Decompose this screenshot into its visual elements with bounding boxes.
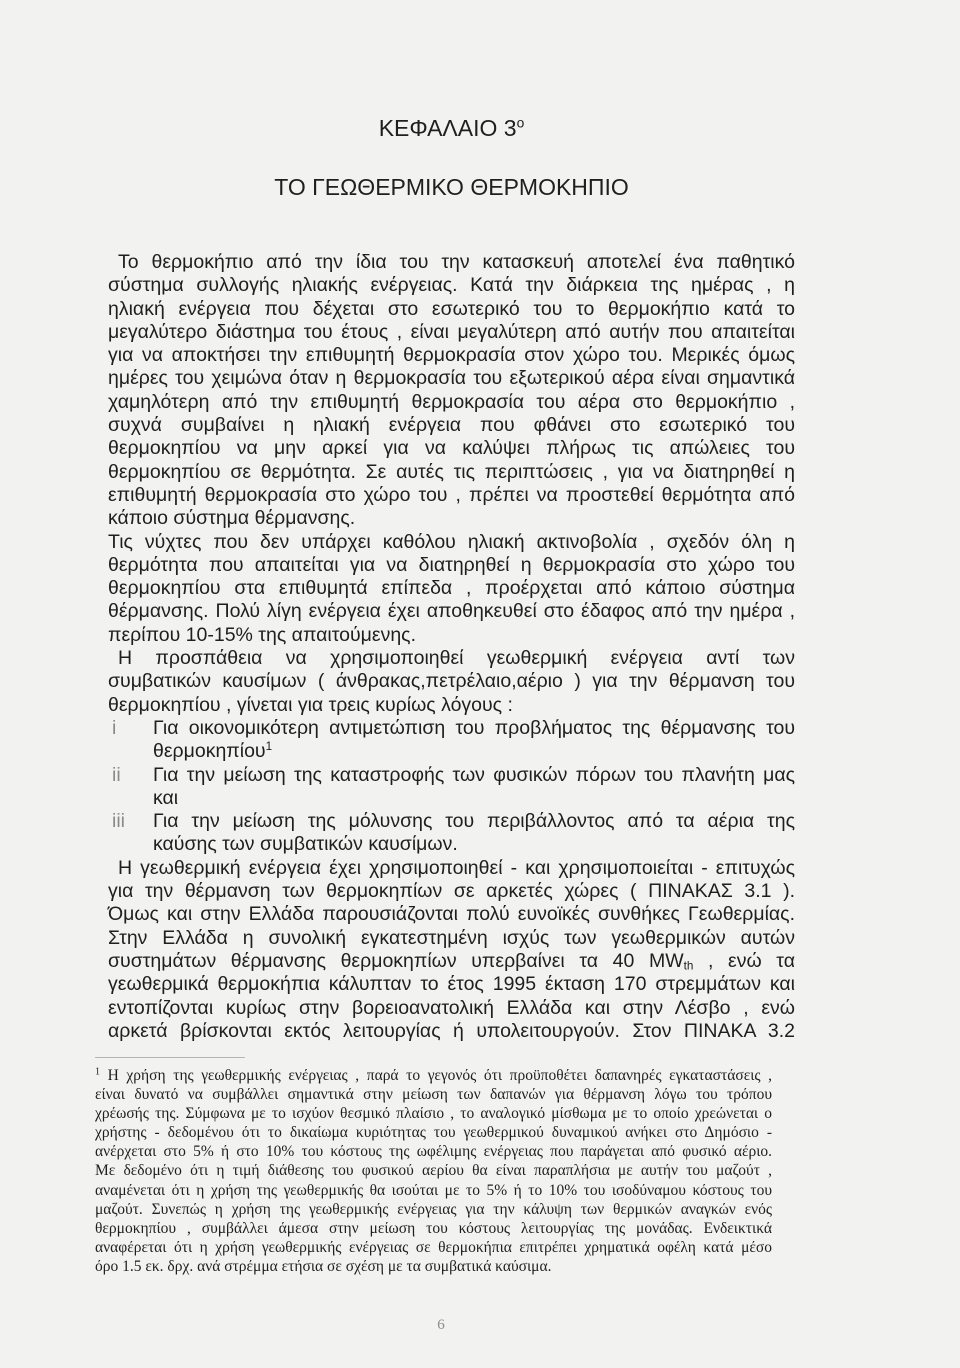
paragraph-2 [108, 531, 795, 647]
chapter-number: ΚΕΦΑΛΑΙΟ 3 [378, 115, 517, 141]
footnote [95, 1066, 772, 1276]
text-line: Για την μείωση της μόλυνσης του περιβάλλοντος από τα αέρια της [153, 810, 795, 833]
text-span: συστημάτων θέρμανσης θερμοκηπίων υπερβαίνει τα 40 MW [108, 949, 684, 972]
text-line: για να αποκτήσει την επιθυμητή θερμοκρασία στον χώρο του. Μερικές όμως [108, 344, 795, 367]
footnote-line: όρο 1.5 εκ. δρχ. ανά στρέμμα ετήσια σε σχέση με τα συμβατικά καύσιμα. [95, 1257, 552, 1275]
text-span: Η χρήση της γεωθερμικής ενέργειας , παρά το γεγονός ότι προϋποθέτει δαπανηρές εγκαταστάσεις , [100, 1067, 772, 1084]
text-line: Τις νύχτες που δεν υπάρχει καθόλου ηλιακή ακτινοβολία , σχεδόν όλη η [108, 530, 795, 553]
footnote-line: χρήστης - δεδομένου ότι το δικαίωμα κυριότητας του γεωθερμικού δυναμικού ανήκει στο Δημόσιο - [95, 1124, 772, 1142]
text-line: Η γεωθερμική ενέργεια έχει χρησιμοποιηθεί - και χρησιμοποιείται - επιτυχώς [118, 856, 795, 879]
footnote-line: αναφέρεται ότι η χρήση γεωθερμικής ενέργειας σε θερμοκήπια επιτρέπει χρηματικά οφέλη κατά μέσο [95, 1238, 772, 1256]
text-line: σύστημα συλλογής ηλιακής ενέργειας. Κατά την διάρκεια της ημέρας , η [108, 274, 795, 297]
list-item-text [153, 810, 795, 857]
text-line: θερμοκηπίου να μην αρκεί για να καλύψει πλήρως τις απώλειες του [108, 437, 795, 460]
text-line: ημέρες του χειμώνα όταν η θερμοκρασία του εξωτερικού αέρα είναι σημαντικά [108, 367, 795, 390]
footnote-line: χρέωσής της. Σύμφωνα με το ισχύον θεσμικό πλαίσιο , το αναλογικό μίσθωμα με το οποίο χρεώνεται ο [95, 1105, 772, 1123]
text-line: θέρμανσης. Πολύ λίγη ενέργεια έχει αποθηκευθεί στο έδαφος από την ημέρα , [108, 600, 795, 623]
text-line: Το θερμοκήπιο από την ίδια του την κατασκευή αποτελεί ένα παθητικό [118, 251, 795, 273]
text-line: εντοπίζονται κυρίως στην βορειοανατολική Ελλάδα και στην Λέσβο , ενώ [108, 996, 795, 1019]
footnote-separator [95, 1057, 245, 1058]
text-line: θερμοκηπίου σε θερμότητα. Σε αυτές τις περιπτώσεις , για να διατηρηθεί η [108, 460, 795, 483]
footnote-reference: 1 [95, 1066, 101, 1078]
footnote-line: μαζούτ. Συνεπώς η χρήση της γεωθερμικής ενέργειας για την κάλυψη των θερμικών αναγκών ενός [95, 1200, 772, 1218]
list-item-3 [108, 810, 795, 857]
text-span: θερμοκηπίου [153, 740, 266, 763]
text-line [153, 740, 795, 763]
text-line: Η προσπάθεια να χρησιμοποιηθεί γεωθερμική ενέργεια αντί των [118, 647, 795, 670]
chapter-title: ΤΟ ΓΕΩΘΕΡΜΙΚΟ ΘΕΡΜΟΚΗΠΙΟ [274, 174, 629, 200]
text-line: επιθυμητή θερμοκρασία στο χώρο του , πρέπει να προστεθεί θερμότητα από [108, 483, 795, 506]
text-line: Όμως και στην Ελλάδα παρουσιάζονται πολύ ευνοϊκές συνθήκες Γεωθερμίας. [108, 903, 795, 926]
paragraph-1 [108, 251, 795, 531]
text-line: συμβατικών καυσίμων ( άνθρακας,πετρέλαιο,αέριο ) για την θέρμανση του [108, 670, 795, 693]
text-line: καύσης των συμβατικών καυσίμων. [153, 833, 458, 856]
paragraph-3 [108, 647, 795, 717]
text-line: θερμοκηπίου στα επιθυμητά επίπεδα , προέρχεται από κάποιο σύστημα [108, 577, 795, 600]
text-span: , ενώ τα [693, 949, 795, 972]
text-line [108, 950, 795, 973]
reasons-list [108, 717, 795, 857]
list-item-1 [108, 717, 795, 764]
list-marker: ii [112, 763, 121, 786]
text-line: κάποιο σύστημα θέρμανσης. [108, 507, 356, 530]
footnote-line: αναμένεται ότι η χρήση της γεωθερμικής θα ισούται με το 5% ή το 10% του ισοδύναμου κόστους του [95, 1181, 772, 1199]
list-item-2 [108, 764, 795, 811]
text-line: και [153, 786, 179, 809]
text-line: χαμηλότερη από την επιθυμητή θερμοκρασία του αέρα στο θερμοκήπιο , [108, 390, 795, 413]
footnote-line [95, 1066, 772, 1085]
list-item-text [153, 764, 795, 811]
footnote-line: είναι δυνατό να συμβάλλει σημαντικά στην μείωση των δαπανών για θέρμανση λόγω του τρόπου [95, 1086, 772, 1104]
footnote-line: ανέρχεται στο 5% ή στο 10% του κόστους της ωφέλιμης ενέργειας που παράγεται από φυσικό αέριο. [95, 1143, 772, 1161]
footnote-line: Με δεδομένο ότι η τιμή διάθεσης του φυσικού αερίου θα είναι παραπλήσια με αυτήν του μαζούτ , [95, 1162, 772, 1180]
list-item-text [153, 717, 795, 764]
chapter-heading [108, 115, 795, 141]
footnote-line: θερμοκηπίου , συμβάλλει άμεσα στην μείωση του κόστους λειτουργίας της μονάδας. Ενδεικτικά [95, 1219, 772, 1237]
body-text [108, 251, 795, 1043]
text-line: συχνά συμβαίνει η ηλιακή ενέργεια που φθάνει στο εσωτερικό του [108, 414, 795, 437]
text-line: περίπου 10-15% της απαιτούμενης. [108, 623, 417, 646]
page-number: 6 [437, 1317, 445, 1333]
text-line: αρκετά βρίσκονται εκτός λειτουργίας ή υπολειτουργούν. Στον ΠΙΝΑΚΑ 3.2 [108, 1019, 795, 1042]
unit-subscript: th [683, 959, 694, 973]
text-line: Για την μείωση της καταστροφής των φυσικών πόρων του πλανήτη μας [153, 763, 795, 786]
text-line: θερμοκηπίου , γίνεται για τρεις κυρίως λόγους : [108, 693, 513, 716]
list-marker: iii [112, 810, 125, 833]
text-line: για την θέρμανση των θερμοκηπίων σε αρκετές χώρες ( ΠΙΝΑΚΑΣ 3.1 ). [108, 880, 795, 903]
footnote-reference: 1 [265, 740, 273, 754]
text-line: μεγαλύτερο διάστημα του έτους , είναι μεγαλύτερη από αυτήν που απαιτείται [108, 320, 795, 343]
text-line: Στην Ελλάδα η συνολική εγκατεστημένη ισχύς των γεωθερμικών αυτών [108, 926, 795, 949]
text-line: Για οικονομικότερη αντιμετώπιση του προβλήματος της θέρμανσης του [153, 716, 795, 739]
list-marker: i [112, 716, 117, 739]
text-line: θερμότητα που απαιτείται για να διατηρηθεί η θερμοκρασία στο χώρο του [108, 553, 795, 576]
paragraph-4 [108, 857, 795, 1043]
chapter-ordinal: ο [516, 115, 525, 131]
text-line: ηλιακή ενέργεια που δέχεται στο εσωτερικό του το θερμοκήπιο κατά το [108, 297, 795, 320]
text-line: γεωθερμικά θερμοκήπια κάλυπταν το έτος 1995 έκταση 170 στρεμμάτων και [108, 973, 795, 996]
